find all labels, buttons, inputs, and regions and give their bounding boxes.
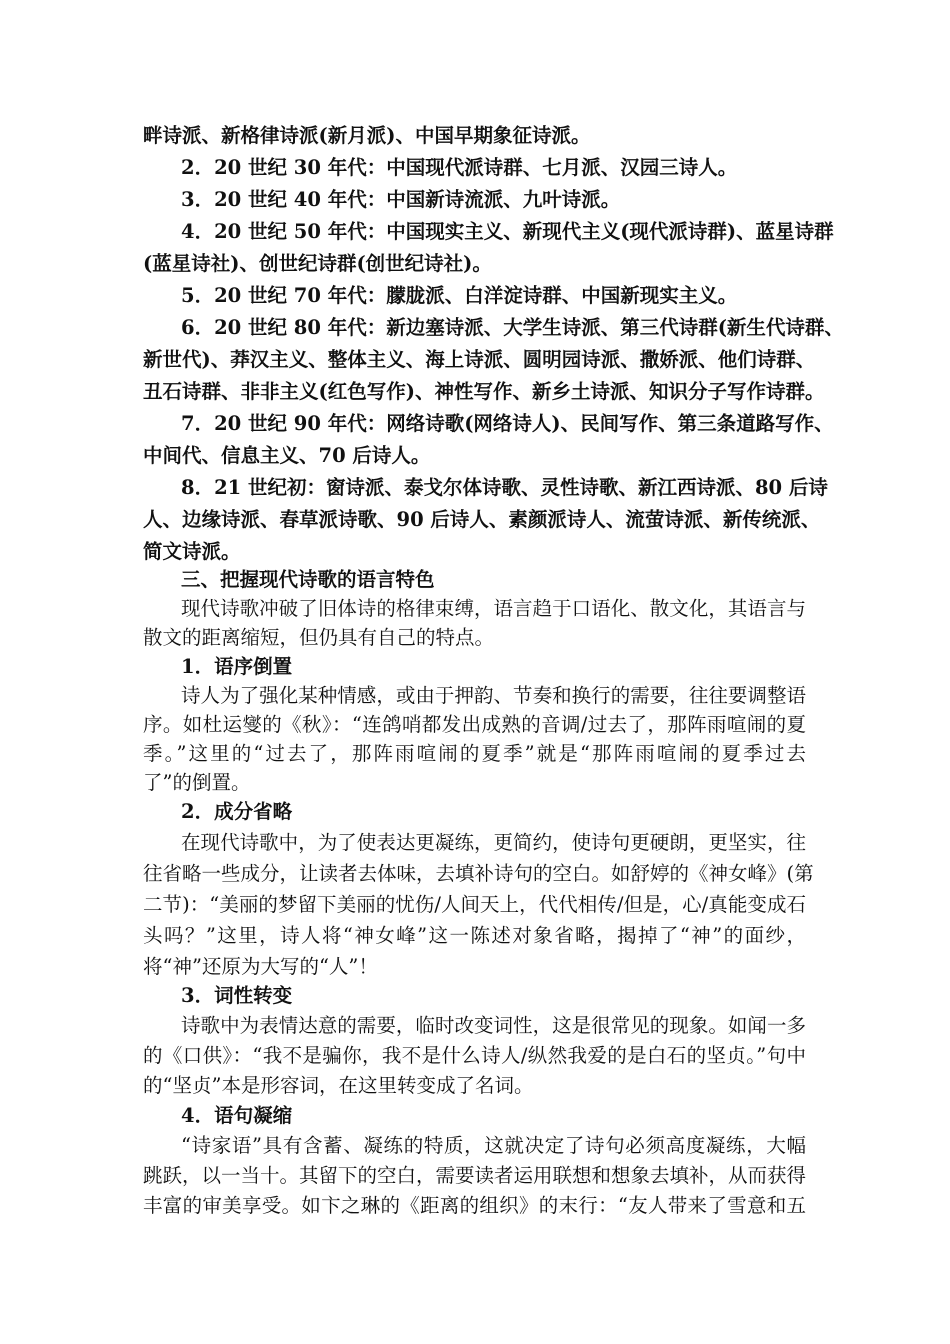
text-line-content: 简文诗派。 bbox=[143, 540, 241, 563]
text-line bbox=[0, 829, 950, 857]
text-line-content: “诗家语”具有含蓄、凝练的特质，这就决定了诗句必须高度凝练，大幅 bbox=[181, 1134, 806, 1157]
text-line bbox=[0, 740, 950, 768]
text-line bbox=[0, 922, 950, 950]
text-line-content: 诗人为了强化某种情感，或由于押韵、节奏和换行的需要，往往要调整语 bbox=[181, 684, 806, 707]
text-line bbox=[0, 410, 950, 438]
text-line bbox=[0, 474, 950, 502]
text-line-content: 3．20 世纪 40 年代：中国新诗流派、九叶诗派。 bbox=[181, 188, 621, 211]
text-line bbox=[0, 798, 950, 826]
text-line bbox=[0, 538, 950, 566]
text-line-content: 畔诗派、新格律诗派(新月派)、中国早期象征诗派。 bbox=[143, 124, 591, 147]
text-line bbox=[0, 442, 950, 470]
text-line-content: 2．20 世纪 30 年代：中国现代派诗群、七月派、汉园三诗人。 bbox=[181, 156, 738, 179]
text-line-content: 三、把握现代诗歌的语言特色 bbox=[181, 568, 435, 591]
text-line-content: 8．21 世纪初：窗诗派、泰戈尔体诗歌、灵性诗歌、新江西诗派、80 后诗 bbox=[181, 476, 828, 499]
text-line-content: 4．20 世纪 50 年代：中国现实主义、新现代主义(现代派诗群)、蓝星诗群 bbox=[181, 220, 834, 243]
text-line bbox=[0, 346, 950, 374]
text-line bbox=[0, 186, 950, 214]
text-line-content: 了”的倒置。 bbox=[143, 771, 251, 794]
text-line bbox=[0, 282, 950, 310]
text-line-content: 3．词性转变 bbox=[181, 984, 293, 1007]
text-line bbox=[0, 506, 950, 534]
text-line-content: 人、边缘诗派、春草派诗歌、90 后诗人、素颜派诗人、流萤诗派、新传统派、 bbox=[143, 508, 821, 531]
text-line-content: 散文的距离缩短，但仍具有自己的特点。 bbox=[143, 626, 495, 649]
text-line-content: 季。”这里的“过去了，那阵雨喧闹的夏季”就是“那阵雨喧闹的夏季过去 bbox=[143, 742, 806, 765]
text-line-content: 丑石诗群、非非主义(红色写作)、神性写作、新乡土诗派、知识分子写作诗群。 bbox=[143, 380, 825, 403]
text-line bbox=[0, 595, 950, 623]
text-line-content: 2．成分省略 bbox=[181, 800, 293, 823]
text-line bbox=[0, 122, 950, 150]
text-line-content: 往省略一些成分，让读者去体味，去填补诗句的空白。如舒婷的《神女峰》(第 bbox=[143, 862, 814, 885]
text-line bbox=[0, 566, 950, 594]
text-line bbox=[0, 1072, 950, 1100]
text-line bbox=[0, 682, 950, 710]
text-line-content: 在现代诗歌中，为了使表达更凝练，更简约，使诗句更硬朗，更坚实，往 bbox=[181, 831, 806, 854]
text-line bbox=[0, 1162, 950, 1190]
text-line-content: 6．20 世纪 80 年代：新边塞诗派、大学生诗派、第三代诗群(新生代诗群、 bbox=[181, 316, 844, 339]
text-line bbox=[0, 711, 950, 739]
text-line-content: 7．20 世纪 90 年代：网络诗歌(网络诗人)、民间写作、第三条道路写作、 bbox=[181, 412, 834, 435]
text-line bbox=[0, 218, 950, 246]
text-line-content: 1．语序倒置 bbox=[181, 655, 293, 678]
text-line bbox=[0, 1012, 950, 1040]
text-line bbox=[0, 953, 950, 981]
text-line bbox=[0, 154, 950, 182]
text-line-content: 跳跃，以一当十。其留下的空白，需要读者运用联想和想象去填补，从而获得 bbox=[143, 1164, 807, 1187]
text-line-content: (蓝星诗社)、创世纪诗群(创世纪诗社)。 bbox=[143, 252, 492, 275]
text-line-content: 中间代、信息主义、70 后诗人。 bbox=[143, 444, 431, 467]
text-line bbox=[0, 860, 950, 888]
text-line bbox=[0, 653, 950, 681]
text-line bbox=[0, 314, 950, 342]
text-line-content: 二节)：“美丽的梦留下美丽的忧伤/人间天上，代代相传/但是，心/真能变成石 bbox=[143, 893, 806, 916]
text-line bbox=[0, 769, 950, 797]
text-line-content: 头吗？”这里，诗人将“神女峰”这一陈述对象省略，揭掉了“神”的面纱， bbox=[143, 924, 806, 947]
text-line-content: 4．语句凝缩 bbox=[181, 1104, 293, 1127]
text-line bbox=[0, 624, 950, 652]
text-line-content: 新世代)、莽汉主义、整体主义、海上诗派、圆明园诗派、撒娇派、他们诗群、 bbox=[143, 348, 816, 371]
text-line-content: 诗歌中为表情达意的需要，临时改变词性，这是很常见的现象。如闻一多 bbox=[181, 1014, 806, 1037]
text-line bbox=[0, 1042, 950, 1070]
text-line bbox=[0, 1102, 950, 1130]
text-line bbox=[0, 1192, 950, 1220]
text-line-content: 现代诗歌冲破了旧体诗的格律束缚，语言趋于口语化、散文化，其语言与 bbox=[181, 597, 806, 620]
text-line-content: 序。如杜运燮的《秋》：“连鸽哨都发出成熟的音调/过去了，那阵雨喧闹的夏 bbox=[143, 713, 806, 736]
text-line bbox=[0, 891, 950, 919]
text-line-content: 的“坚贞”本是形容词，在这里转变成了名词。 bbox=[143, 1074, 534, 1097]
text-line-content: 的《口供》：“我不是骗你，我不是什么诗人/纵然我爱的是白石的坚贞。”句中 bbox=[143, 1044, 806, 1067]
text-line bbox=[0, 982, 950, 1010]
text-line bbox=[0, 1132, 950, 1160]
text-line bbox=[0, 250, 950, 278]
text-line bbox=[0, 378, 950, 406]
text-line-content: 将“神”还原为大写的“人”！ bbox=[143, 955, 378, 978]
text-line-content: 丰富的审美享受。如卞之琳的《距离的组织》的末行：“友人带来了雪意和五 bbox=[143, 1194, 806, 1217]
text-line-content: 5．20 世纪 70 年代：朦胧派、白洋淀诗群、中国新现实主义。 bbox=[181, 284, 738, 307]
